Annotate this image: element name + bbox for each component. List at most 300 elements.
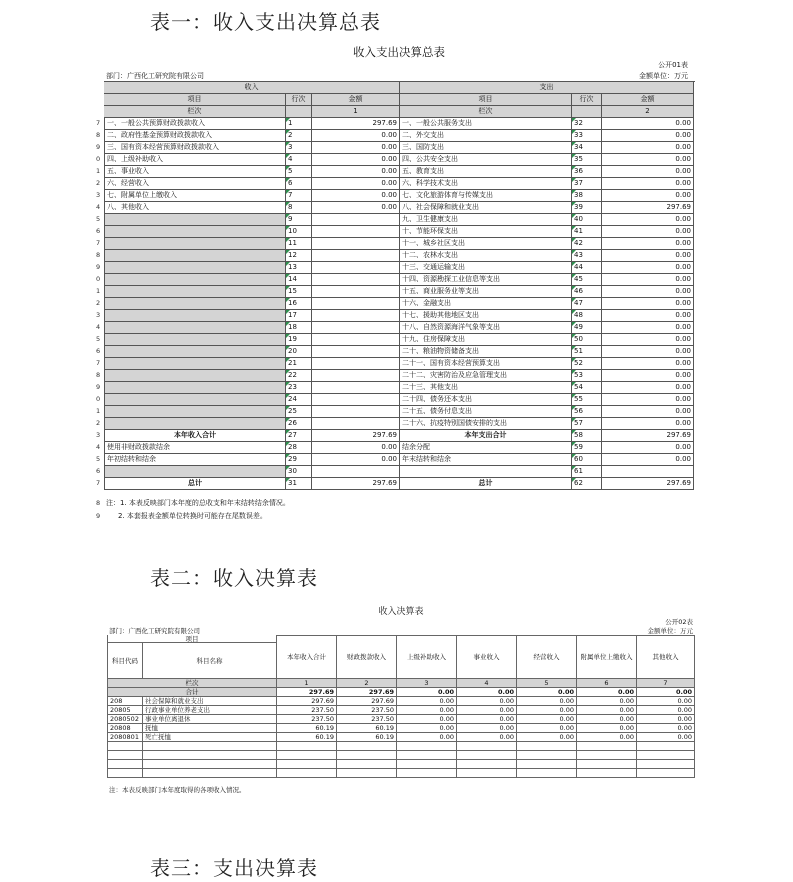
spreadsheet-row-number: 0 bbox=[96, 155, 101, 163]
income-amount bbox=[312, 274, 400, 286]
spreadsheet-row-number: 8 bbox=[96, 251, 101, 259]
expense-col-amount: 金额 bbox=[602, 94, 694, 106]
income-rowno: 24 bbox=[286, 394, 312, 406]
table2-row-value: 0.00 bbox=[457, 706, 517, 715]
income-item bbox=[104, 322, 286, 334]
income-amount: 297.69 bbox=[312, 478, 400, 490]
income-rowno: 15 bbox=[286, 286, 312, 298]
income-col-item: 项目 bbox=[104, 94, 286, 106]
income-item bbox=[104, 406, 286, 418]
cell-marker-icon bbox=[572, 346, 576, 350]
cell-marker-icon bbox=[572, 178, 576, 182]
table2-empty-cell bbox=[107, 760, 143, 769]
income-rowno: 4 bbox=[286, 154, 312, 166]
income-col-rowno: 行次 bbox=[286, 94, 312, 106]
spreadsheet-row-number: 8 bbox=[96, 131, 101, 139]
spreadsheet-row-number: 4 bbox=[96, 443, 101, 451]
expense-amount: 0.00 bbox=[602, 310, 694, 322]
expense-rowno: 52 bbox=[572, 358, 602, 370]
income-item: 年初结转和结余 bbox=[104, 454, 286, 466]
table2-col-name: 科目名称 bbox=[143, 643, 277, 679]
expense-amount: 0.00 bbox=[602, 118, 694, 130]
expense-amount: 0.00 bbox=[602, 370, 694, 382]
table2-row-value: 0.00 bbox=[397, 724, 457, 733]
table1-note-1: 注：1. 本表反映部门本年度的总收支和年末结转结余情况。 bbox=[106, 499, 290, 507]
cell-marker-icon bbox=[286, 334, 290, 338]
table2-col-header: 上级补助收入 bbox=[397, 635, 457, 679]
spreadsheet-row-number: 6 bbox=[96, 347, 101, 355]
expense-item: 九、卫生健康支出 bbox=[400, 214, 572, 226]
income-item: 三、国有资本经营预算财政拨款收入 bbox=[104, 142, 286, 154]
expense-col-rowno: 行次 bbox=[572, 94, 602, 106]
table2-col-header: 附属单位上缴收入 bbox=[577, 635, 637, 679]
income-rowno: 10 bbox=[286, 226, 312, 238]
expense-rowno: 38 bbox=[572, 190, 602, 202]
income-rowno: 7 bbox=[286, 190, 312, 202]
income-amount bbox=[312, 358, 400, 370]
expense-rowno: 48 bbox=[572, 310, 602, 322]
table2-row-value: 0.00 bbox=[637, 724, 695, 733]
expense-header: 支出 bbox=[400, 82, 694, 94]
table2-empty-cell bbox=[337, 742, 397, 751]
income-item: 总计 bbox=[104, 478, 286, 490]
expense-amount: 0.00 bbox=[602, 286, 694, 298]
cell-marker-icon bbox=[286, 130, 290, 134]
table2-row-name: 死亡抚恤 bbox=[143, 733, 277, 742]
expense-rowno: 42 bbox=[572, 238, 602, 250]
income-amount: 0.00 bbox=[312, 454, 400, 466]
expense-item: 十八、自然资源海洋气象等支出 bbox=[400, 322, 572, 334]
income-amount bbox=[312, 226, 400, 238]
income-rowno: 20 bbox=[286, 346, 312, 358]
expense-rowno: 62 bbox=[572, 478, 602, 490]
income-amount bbox=[312, 370, 400, 382]
expense-rowno: 54 bbox=[572, 382, 602, 394]
cell-marker-icon bbox=[572, 274, 576, 278]
cell-marker-icon bbox=[572, 466, 576, 470]
income-amount bbox=[312, 310, 400, 322]
income-amount: 297.69 bbox=[312, 118, 400, 130]
income-item: 七、附属单位上缴收入 bbox=[104, 190, 286, 202]
expense-item: 结余分配 bbox=[400, 442, 572, 454]
expense-rowno: 57 bbox=[572, 418, 602, 430]
table2-row-value: 0.00 bbox=[457, 733, 517, 742]
expense-amount bbox=[602, 466, 694, 478]
table2-row-value: 0.00 bbox=[397, 706, 457, 715]
expense-amount: 0.00 bbox=[602, 394, 694, 406]
expense-amount: 0.00 bbox=[602, 166, 694, 178]
table2-row-value: 0.00 bbox=[457, 697, 517, 706]
table1-row bbox=[96, 310, 694, 322]
income-item: 六、经营收入 bbox=[104, 178, 286, 190]
income-rowno: 26 bbox=[286, 418, 312, 430]
table2-empty-cell bbox=[337, 769, 397, 778]
cell-marker-icon bbox=[286, 406, 290, 410]
table2-total-value: 0.00 bbox=[457, 688, 517, 697]
table1-row bbox=[96, 238, 694, 250]
cell-marker-icon bbox=[572, 166, 576, 170]
expense-rowno: 47 bbox=[572, 298, 602, 310]
income-rowno: 6 bbox=[286, 178, 312, 190]
expense-rowno: 61 bbox=[572, 466, 602, 478]
table2-empty-cell bbox=[337, 751, 397, 760]
income-amount bbox=[312, 322, 400, 334]
table2-row-value: 60.19 bbox=[337, 724, 397, 733]
cell-marker-icon bbox=[572, 478, 576, 482]
heading-table1: 表一：收入支出决算总表 bbox=[150, 10, 381, 34]
table1-row bbox=[96, 262, 694, 274]
expense-amount: 0.00 bbox=[602, 406, 694, 418]
spreadsheet-row-number: 9 bbox=[96, 383, 101, 391]
expense-item: 二十五、债务付息支出 bbox=[400, 406, 572, 418]
table1-row bbox=[96, 214, 694, 226]
table1-note-2: 2. 本套报表金额单位转换时可能存在尾数误差。 bbox=[118, 512, 267, 520]
expense-amount: 0.00 bbox=[602, 418, 694, 430]
income-item bbox=[104, 274, 286, 286]
expense-rowno: 44 bbox=[572, 262, 602, 274]
income-item bbox=[104, 310, 286, 322]
table1-row bbox=[96, 334, 694, 346]
table2-empty-cell bbox=[457, 742, 517, 751]
table2-lanci-label: 栏次 bbox=[107, 679, 277, 688]
expense-item: 二、外交支出 bbox=[400, 130, 572, 142]
cell-marker-icon bbox=[286, 346, 290, 350]
table2-department: 部门：广西化工研究院有限公司 bbox=[109, 627, 200, 635]
table2-row-name: 事业单位离退休 bbox=[143, 715, 277, 724]
expense-item: 五、教育支出 bbox=[400, 166, 572, 178]
income-rowno: 19 bbox=[286, 334, 312, 346]
spreadsheet-row-number: 9 bbox=[96, 263, 101, 271]
spreadsheet-row-number: 3 bbox=[96, 311, 101, 319]
cell-marker-icon bbox=[286, 226, 290, 230]
income-rowno: 22 bbox=[286, 370, 312, 382]
table2-total-value: 297.69 bbox=[337, 688, 397, 697]
income-rowno: 25 bbox=[286, 406, 312, 418]
cell-marker-icon bbox=[572, 310, 576, 314]
expense-amount: 0.00 bbox=[602, 226, 694, 238]
table1-row bbox=[96, 154, 694, 166]
table2-empty-cell bbox=[457, 751, 517, 760]
table2-lanci: 5 bbox=[517, 679, 577, 688]
income-item bbox=[104, 226, 286, 238]
table1-row bbox=[96, 250, 694, 262]
table2-empty-cell bbox=[277, 742, 337, 751]
spreadsheet-row-number: 2 bbox=[96, 419, 101, 427]
cell-marker-icon bbox=[572, 214, 576, 218]
table2-empty-cell bbox=[577, 769, 637, 778]
table1-row bbox=[96, 118, 694, 130]
table2-col-header: 财政拨款收入 bbox=[337, 635, 397, 679]
spreadsheet-row-number: 0 bbox=[96, 395, 101, 403]
expense-amount: 0.00 bbox=[602, 442, 694, 454]
cell-marker-icon bbox=[286, 466, 290, 470]
income-amount bbox=[312, 262, 400, 274]
income-item bbox=[104, 358, 286, 370]
expense-item: 七、文化旅游体育与传媒支出 bbox=[400, 190, 572, 202]
expense-rowno: 50 bbox=[572, 334, 602, 346]
spreadsheet-row-number: 2 bbox=[96, 179, 101, 187]
income-rowno: 31 bbox=[286, 478, 312, 490]
expense-lanci: 2 bbox=[602, 106, 694, 118]
expense-item: 四、公共安全支出 bbox=[400, 154, 572, 166]
expense-amount: 0.00 bbox=[602, 142, 694, 154]
table2-col-code: 科目代码 bbox=[107, 643, 143, 679]
expense-rowno: 45 bbox=[572, 274, 602, 286]
table2-row-value: 0.00 bbox=[637, 706, 695, 715]
income-rowno: 30 bbox=[286, 466, 312, 478]
table1-row bbox=[96, 130, 694, 142]
table1-form-code: 公开01表 bbox=[658, 61, 688, 69]
cell-marker-icon bbox=[572, 286, 576, 290]
expense-rowno: 36 bbox=[572, 166, 602, 178]
table2-title: 收入决算表 bbox=[378, 607, 424, 617]
expense-item: 本年支出合计 bbox=[400, 430, 572, 442]
income-rowno: 11 bbox=[286, 238, 312, 250]
cell-marker-icon bbox=[286, 322, 290, 326]
expense-amount: 0.00 bbox=[602, 358, 694, 370]
income-amount: 0.00 bbox=[312, 142, 400, 154]
expense-amount: 0.00 bbox=[602, 214, 694, 226]
table2-empty-cell bbox=[517, 742, 577, 751]
expense-rowno: 33 bbox=[572, 130, 602, 142]
table2-col-item: 项目 bbox=[107, 635, 277, 643]
income-item bbox=[104, 262, 286, 274]
table2-total-value: 0.00 bbox=[397, 688, 457, 697]
spreadsheet-row-number: 3 bbox=[96, 191, 101, 199]
cell-marker-icon bbox=[572, 370, 576, 374]
expense-rowno: 59 bbox=[572, 442, 602, 454]
table2-row-value: 0.00 bbox=[577, 724, 637, 733]
table2-empty-cell bbox=[277, 769, 337, 778]
expense-item bbox=[400, 466, 572, 478]
expense-item: 三、国防支出 bbox=[400, 142, 572, 154]
income-amount: 0.00 bbox=[312, 442, 400, 454]
table2-row-value: 237.50 bbox=[277, 715, 337, 724]
income-item: 二、政府性基金预算财政拨款收入 bbox=[104, 130, 286, 142]
table2-total-value: 0.00 bbox=[637, 688, 695, 697]
spreadsheet-row-number: 8 bbox=[96, 371, 101, 379]
table2-row-value: 60.19 bbox=[337, 733, 397, 742]
expense-item: 总计 bbox=[400, 478, 572, 490]
expense-rowno: 40 bbox=[572, 214, 602, 226]
cell-marker-icon bbox=[286, 202, 290, 206]
table2-row-value: 60.19 bbox=[277, 724, 337, 733]
income-col-amount: 金额 bbox=[312, 94, 400, 106]
table2-row-value: 0.00 bbox=[457, 724, 517, 733]
spreadsheet-row-number: 9 bbox=[96, 143, 101, 151]
cell-marker-icon bbox=[286, 430, 290, 434]
income-rowno: 29 bbox=[286, 454, 312, 466]
table1-row bbox=[96, 286, 694, 298]
income-rowno: 14 bbox=[286, 274, 312, 286]
expense-item: 二十二、灾害防治及应急管理支出 bbox=[400, 370, 572, 382]
income-rowno: 16 bbox=[286, 298, 312, 310]
cell-marker-icon bbox=[286, 142, 290, 146]
cell-marker-icon bbox=[286, 286, 290, 290]
table2-total-label: 合计 bbox=[107, 688, 277, 697]
table2-lanci: 6 bbox=[577, 679, 637, 688]
cell-marker-icon bbox=[286, 166, 290, 170]
cell-marker-icon bbox=[286, 274, 290, 278]
cell-marker-icon bbox=[286, 358, 290, 362]
expense-item: 十七、援助其他地区支出 bbox=[400, 310, 572, 322]
cell-marker-icon bbox=[572, 250, 576, 254]
table2-total-value: 0.00 bbox=[517, 688, 577, 697]
table1-department: 部门：广西化工研究院有限公司 bbox=[106, 72, 204, 80]
cell-marker-icon bbox=[572, 430, 576, 434]
spreadsheet-row-number: 5 bbox=[96, 455, 101, 463]
cell-marker-icon bbox=[286, 310, 290, 314]
income-header: 收入 bbox=[104, 82, 400, 94]
expense-item: 十五、商业服务业等支出 bbox=[400, 286, 572, 298]
cell-marker-icon bbox=[572, 238, 576, 242]
table1-row bbox=[96, 274, 694, 286]
expense-amount: 297.69 bbox=[602, 478, 694, 490]
expense-amount: 0.00 bbox=[602, 346, 694, 358]
table2-empty-cell bbox=[143, 760, 277, 769]
income-item: 本年收入合计 bbox=[104, 430, 286, 442]
income-rowno: 3 bbox=[286, 142, 312, 154]
table2-col-header: 经营收入 bbox=[517, 635, 577, 679]
expense-amount: 0.00 bbox=[602, 178, 694, 190]
table2-empty-cell bbox=[397, 742, 457, 751]
cell-marker-icon bbox=[572, 442, 576, 446]
table1-row bbox=[96, 142, 694, 154]
table2-row-value: 0.00 bbox=[397, 697, 457, 706]
table2-row-value: 0.00 bbox=[397, 715, 457, 724]
spreadsheet-row-number: 5 bbox=[96, 335, 101, 343]
cell-marker-icon bbox=[572, 130, 576, 134]
expense-amount: 0.00 bbox=[602, 154, 694, 166]
table2-row-value: 0.00 bbox=[517, 697, 577, 706]
income-rowno: 9 bbox=[286, 214, 312, 226]
table2-row-value: 237.50 bbox=[337, 706, 397, 715]
income-item bbox=[104, 238, 286, 250]
table1-row bbox=[96, 478, 694, 490]
income-rowno: 18 bbox=[286, 322, 312, 334]
income-item bbox=[104, 346, 286, 358]
cell-marker-icon bbox=[286, 478, 290, 482]
income-rowno: 2 bbox=[286, 130, 312, 142]
cell-marker-icon bbox=[572, 358, 576, 362]
table2-total-value: 0.00 bbox=[577, 688, 637, 697]
expense-lanci-label: 栏次 bbox=[400, 106, 572, 118]
cell-marker-icon bbox=[572, 298, 576, 302]
cell-marker-icon bbox=[572, 154, 576, 158]
income-amount bbox=[312, 394, 400, 406]
expense-item: 二十、粮油物资储备支出 bbox=[400, 346, 572, 358]
cell-marker-icon bbox=[572, 418, 576, 422]
table2-col-header: 其他收入 bbox=[637, 635, 695, 679]
table2-row-value: 297.69 bbox=[277, 697, 337, 706]
expense-rowno: 35 bbox=[572, 154, 602, 166]
income-item bbox=[104, 382, 286, 394]
table2-empty-cell bbox=[577, 742, 637, 751]
expense-amount: 0.00 bbox=[602, 322, 694, 334]
table2-col-header: 本年收入合计 bbox=[277, 635, 337, 679]
income-amount: 0.00 bbox=[312, 202, 400, 214]
spreadsheet-row-number: 5 bbox=[96, 215, 101, 223]
expense-amount: 0.00 bbox=[602, 130, 694, 142]
expense-amount: 297.69 bbox=[602, 430, 694, 442]
expense-rowno: 37 bbox=[572, 178, 602, 190]
income-item: 五、事业收入 bbox=[104, 166, 286, 178]
income-rowno: 23 bbox=[286, 382, 312, 394]
table2-empty-cell bbox=[277, 760, 337, 769]
cell-marker-icon bbox=[286, 214, 290, 218]
spreadsheet-row-number: 3 bbox=[96, 431, 101, 439]
cell-marker-icon bbox=[572, 226, 576, 230]
table2-empty-cell bbox=[143, 751, 277, 760]
income-item: 四、上级补助收入 bbox=[104, 154, 286, 166]
table2-empty-cell bbox=[107, 751, 143, 760]
income-amount: 0.00 bbox=[312, 190, 400, 202]
table1-row bbox=[96, 166, 694, 178]
table2-empty-cell bbox=[337, 760, 397, 769]
expense-rowno: 46 bbox=[572, 286, 602, 298]
table1-row bbox=[96, 370, 694, 382]
income-rowno: 28 bbox=[286, 442, 312, 454]
spreadsheet-row-number: 6 bbox=[96, 227, 101, 235]
table2-empty-cell bbox=[397, 751, 457, 760]
cell-marker-icon bbox=[286, 394, 290, 398]
table1-row bbox=[96, 454, 694, 466]
expense-item: 一、一般公共服务支出 bbox=[400, 118, 572, 130]
income-item: 八、其他收入 bbox=[104, 202, 286, 214]
expense-rowno: 49 bbox=[572, 322, 602, 334]
income-item bbox=[104, 418, 286, 430]
expense-rowno: 56 bbox=[572, 406, 602, 418]
spreadsheet-row-number: 7 bbox=[96, 479, 101, 487]
table2-empty-cell bbox=[107, 769, 143, 778]
table2-row-value: 0.00 bbox=[577, 697, 637, 706]
income-detail-table bbox=[107, 602, 695, 798]
expense-amount: 0.00 bbox=[602, 334, 694, 346]
table1-row bbox=[96, 406, 694, 418]
spreadsheet-row-number: 1 bbox=[96, 287, 101, 295]
cell-marker-icon bbox=[572, 202, 576, 206]
table2-row-value: 0.00 bbox=[637, 733, 695, 742]
income-rowno: 8 bbox=[286, 202, 312, 214]
table2-row-value: 0.00 bbox=[577, 706, 637, 715]
income-rowno: 27 bbox=[286, 430, 312, 442]
income-amount: 0.00 bbox=[312, 178, 400, 190]
expense-item: 八、社会保障和就业支出 bbox=[400, 202, 572, 214]
income-amount bbox=[312, 250, 400, 262]
income-rowno: 21 bbox=[286, 358, 312, 370]
table2-lanci: 1 bbox=[277, 679, 337, 688]
expense-amount: 0.00 bbox=[602, 382, 694, 394]
spreadsheet-row-number: 6 bbox=[96, 467, 101, 475]
cell-marker-icon bbox=[286, 370, 290, 374]
income-item bbox=[104, 214, 286, 226]
table2-row-value: 0.00 bbox=[397, 733, 457, 742]
cell-marker-icon bbox=[572, 382, 576, 386]
table2-row-code: 20808 bbox=[107, 724, 143, 733]
cell-marker-icon bbox=[286, 190, 290, 194]
income-amount bbox=[312, 298, 400, 310]
cell-marker-icon bbox=[286, 250, 290, 254]
table2-row-name: 行政事业单位养老支出 bbox=[143, 706, 277, 715]
expense-item: 十二、农林水支出 bbox=[400, 250, 572, 262]
expense-item: 十三、交通运输支出 bbox=[400, 262, 572, 274]
expense-amount: 0.00 bbox=[602, 262, 694, 274]
table2-empty-cell bbox=[577, 751, 637, 760]
expense-rowno: 55 bbox=[572, 394, 602, 406]
expense-amount: 297.69 bbox=[602, 202, 694, 214]
table2-lanci: 4 bbox=[457, 679, 517, 688]
cell-marker-icon bbox=[572, 394, 576, 398]
